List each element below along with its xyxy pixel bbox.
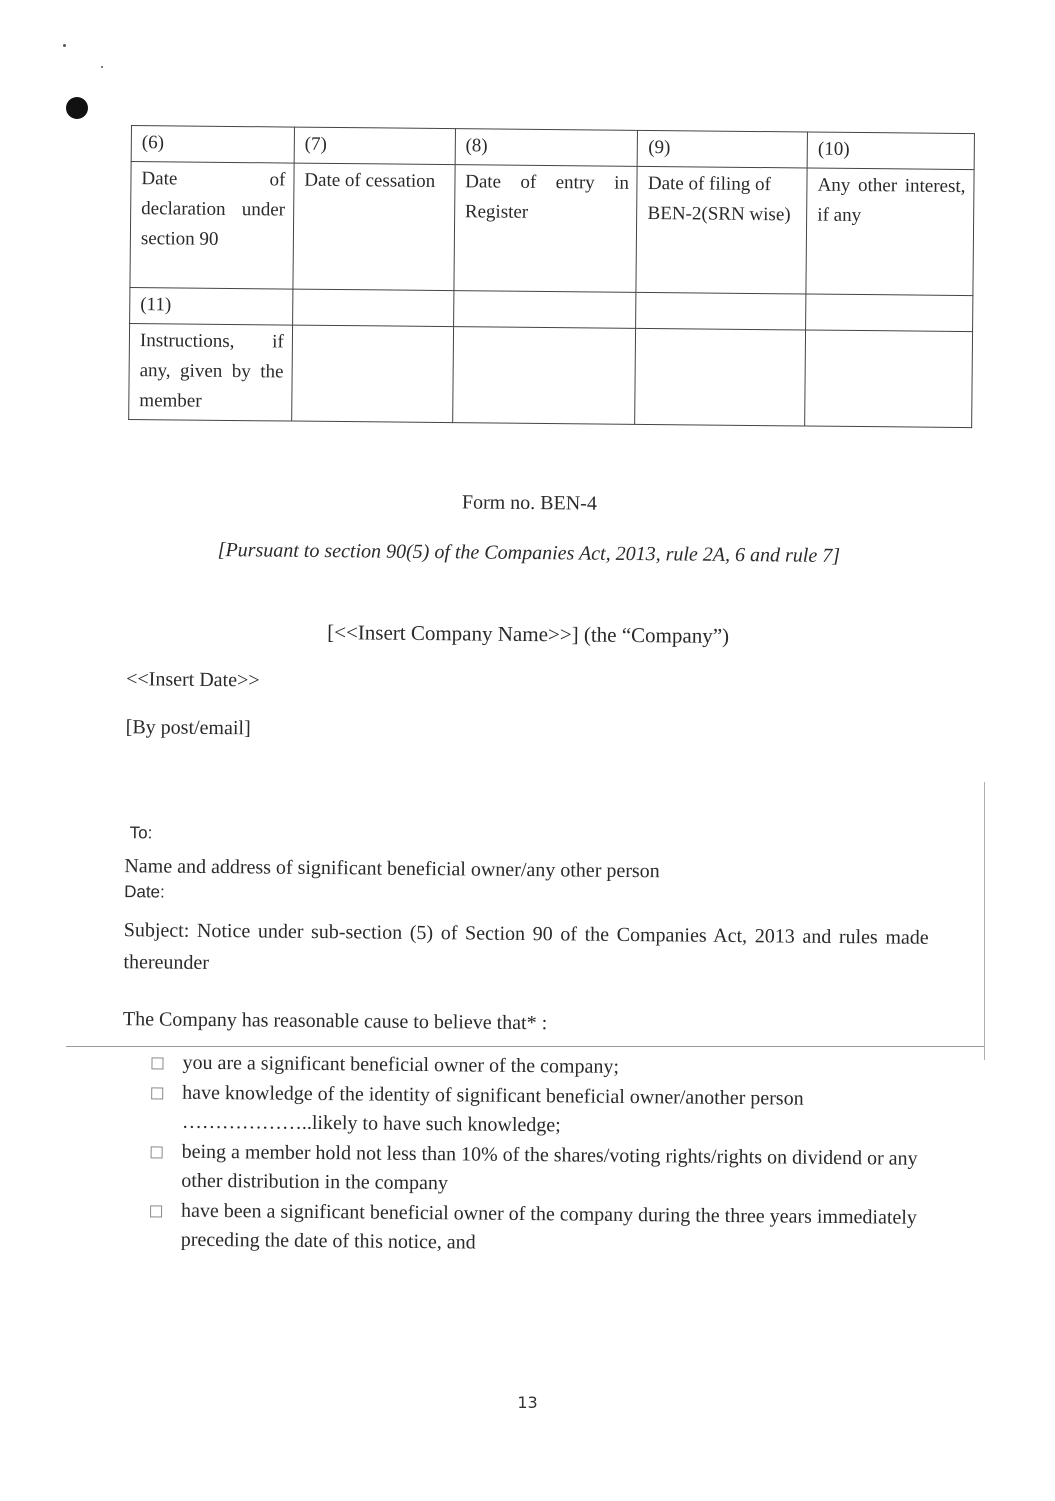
table-cell: Date of filing of BEN-2(SRN wise) (636, 166, 807, 294)
table-cell: (10) (807, 132, 974, 170)
date-label: Date: (124, 882, 165, 902)
belief-line: The Company has reasonable cause to believe that* : (122, 1008, 548, 1035)
checkbox-icon[interactable] (151, 1087, 163, 1099)
to-label: To: (129, 823, 153, 843)
list-item (148, 1078, 924, 1143)
table-cell: Instructions, if any, given by the member (129, 323, 293, 421)
page-number: 13 (517, 1393, 538, 1412)
checkbox-icon[interactable] (151, 1146, 163, 1158)
form-title: Form no. BEN-4 (461, 491, 597, 515)
table-cell: Date of cessation (293, 163, 455, 291)
option-text: have knowledge of the identity of significant beneficial owner/another person ………………..likely to have such knowledge; (181, 1081, 804, 1137)
company-line: [<<Insert Company Name>>] (the “Company”) (327, 620, 730, 648)
table-cell: Any other interest, if any (806, 168, 974, 296)
list-item (147, 1137, 923, 1202)
subject-line: Subject: Notice under sub-section (5) of Section 90 of the Companies Act, 2013 and rules made thereunder (123, 919, 929, 974)
scan-edge-line (66, 1046, 984, 1047)
options-list (147, 1048, 924, 1262)
checkbox-icon[interactable] (151, 1057, 163, 1069)
option-text: being a member hold not less than 10% of the shares/voting rights/rights on dividend or any other distribution in the company (181, 1140, 918, 1195)
table-cell: (8) (455, 129, 638, 167)
list-item (147, 1196, 923, 1261)
table-cell: Date of declaration under section 90 (130, 162, 294, 290)
table-cell: Date of entry in Register (454, 165, 638, 293)
option-text: you are a significant beneficial owner of the company; (182, 1051, 620, 1078)
table-cell: (9) (638, 130, 808, 168)
form-subtitle: [Pursuant to section 90(5) of the Companies Act, 2013, rule 2A, 6 and rule 7] (217, 539, 841, 567)
table-cell: (7) (294, 127, 455, 165)
delivery-mode: [By post/email] (125, 716, 251, 740)
table-cell: (6) (131, 126, 294, 164)
option-text: have been a significant beneficial owner of the company during the three years immediately preceding the date of this notice, and (180, 1199, 917, 1254)
scan-edge-line (984, 782, 985, 1060)
addressee-line: Name and address of significant beneficial owner/any other person (124, 855, 660, 883)
date-placeholder: <<Insert Date>> (126, 668, 260, 692)
checkbox-icon[interactable] (150, 1205, 162, 1217)
table-cell: (11) (130, 287, 293, 325)
